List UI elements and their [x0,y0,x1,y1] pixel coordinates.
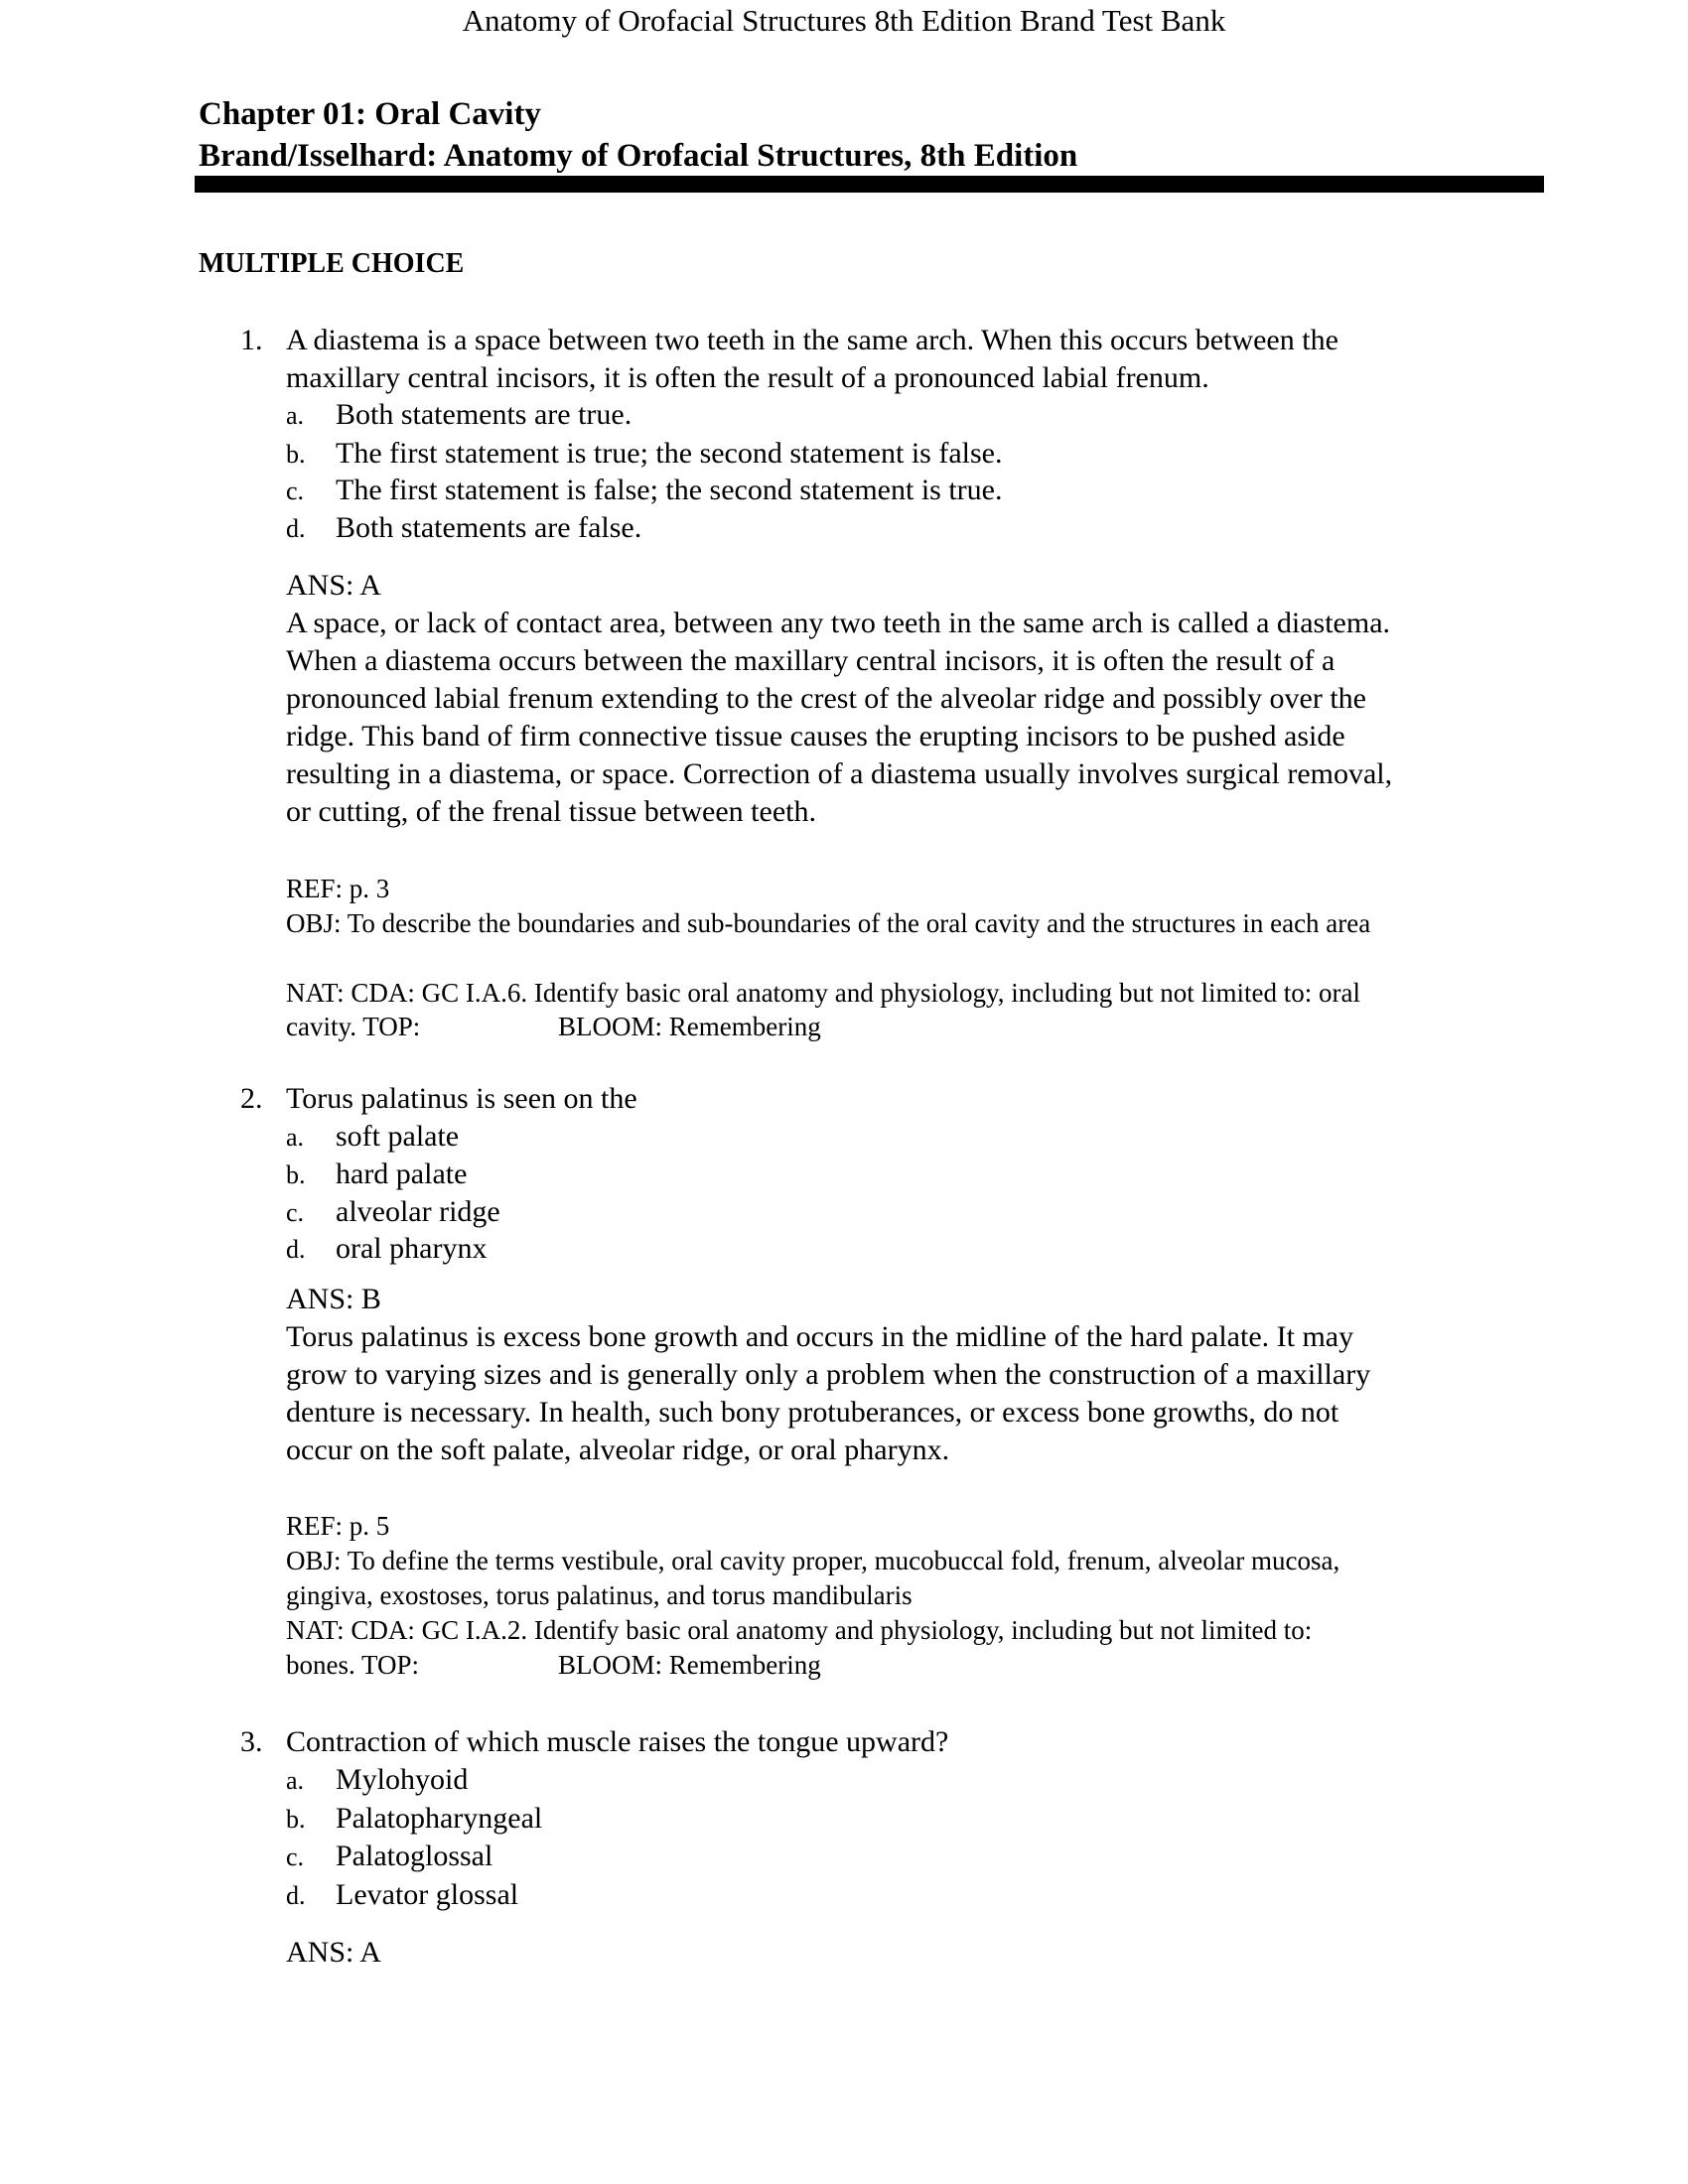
question-stem-line: A diastema is a space between two teeth in the same arch. When this occurs between the [286,324,1338,356]
bloom-level: BLOOM: Remembering [558,1650,821,1680]
option-label: b. [286,1805,306,1834]
option-text: Both statements are true. [336,398,633,431]
rationale-line: ridge. This band of firm connective tissue causes the erupting incisors to be pushed aside [286,720,1345,752]
question-stem-line: Torus palatinus is seen on the [286,1082,637,1115]
option-label: d. [286,514,306,543]
objective-line: OBJ: To define the terms vestibule, oral cavity proper, mucobuccal fold, frenum, alveolar mucosa, [286,1546,1340,1575]
rationale-line: Torus palatinus is excess bone growth and occurs in the midline of the hard palate. It may [286,1320,1354,1353]
page-header: Anatomy of Orofacial Structures 8th Edition Brand Test Bank [462,3,1226,38]
reference: REF: p. 5 [286,1511,390,1541]
answer-key: ANS: B [286,1283,381,1315]
answer-key: ANS: A [286,1936,381,1969]
option-label: d. [286,1881,306,1910]
option-label: a. [286,401,305,430]
rationale-line: When a diastema occurs between the maxillary central incisors, it is often the result of a [286,644,1336,677]
option-text: The first statement is true; the second statement is false. [336,437,1003,470]
rationale-line: resulting in a diastema, or space. Correction of a diastema usually involves surgical removal, [286,757,1393,790]
rationale-line: A space, or lack of contact area, between any two teeth in the same arch is called a diastema. [286,607,1391,639]
option-label: c. [286,1843,305,1871]
option-label: a. [286,1123,305,1152]
objective-line: OBJ: To describe the boundaries and sub-boundaries of the oral cavity and the structures in each area [286,908,1371,938]
option-label: a. [286,1766,305,1795]
option-text: Both statements are false. [336,511,642,544]
option-label: d. [286,1235,306,1264]
option-text: Palatopharyngeal [336,1802,543,1835]
rationale-line: grow to varying sizes and is generally only a problem when the construction of a maxillary [286,1358,1371,1391]
question-number: 3. [240,1725,263,1758]
option-label: c. [286,1198,305,1227]
option-text: Levator glossal [336,1878,519,1911]
question-number: 2. [240,1082,263,1115]
section-heading: MULTIPLE CHOICE [199,248,465,279]
option-text: hard palate [336,1158,468,1190]
option-text: Palatoglossal [336,1840,493,1872]
option-label: c. [286,477,305,505]
chapter-title: Chapter 01: Oral Cavity [199,96,541,132]
question-stem-line: maxillary central incisors, it is often the result of a pronounced labial frenum. [286,361,1209,394]
option-text: The first statement is false; the second statement is true. [336,474,1003,506]
question-number: 1. [240,324,263,356]
answer-key: ANS: A [286,569,381,602]
bloom-level: BLOOM: Remembering [558,1012,821,1041]
reference: REF: p. 3 [286,874,390,903]
rationale-line: or cutting, of the frenal tissue between teeth. [286,795,816,828]
option-text: alveolar ridge [336,1195,500,1228]
option-label: b. [286,440,306,469]
title-rule-divider [195,176,1544,193]
national-standard-line: NAT: CDA: GC I.A.2. Identify basic oral anatomy and physiology, including but not limited to: [286,1615,1313,1645]
national-standard-line: cavity. TOP: [286,1012,421,1041]
question-stem-line: Contraction of which muscle raises the tongue upward? [286,1725,949,1758]
option-text: Mylohyoid [336,1763,469,1796]
rationale-line: occur on the soft palate, alveolar ridge, or oral pharynx. [286,1433,950,1466]
option-text: soft palate [336,1120,460,1153]
national-standard-line: NAT: CDA: GC I.A.6. Identify basic oral anatomy and physiology, including but not limited to: oral [286,978,1361,1008]
rationale-line: pronounced labial frenum extending to the crest of the alveolar ridge and possibly over the [286,682,1366,715]
rationale-line: denture is necessary. In health, such bony protuberances, or excess bone growths, do not [286,1396,1339,1429]
book-title: Brand/Isselhard: Anatomy of Orofacial Structures, 8th Edition [199,138,1078,174]
national-standard-line: bones. TOP: [286,1650,420,1680]
option-label: b. [286,1160,306,1189]
option-text: oral pharynx [336,1232,488,1265]
objective-line: gingiva, exostoses, torus palatinus, and torus mandibularis [286,1580,913,1610]
